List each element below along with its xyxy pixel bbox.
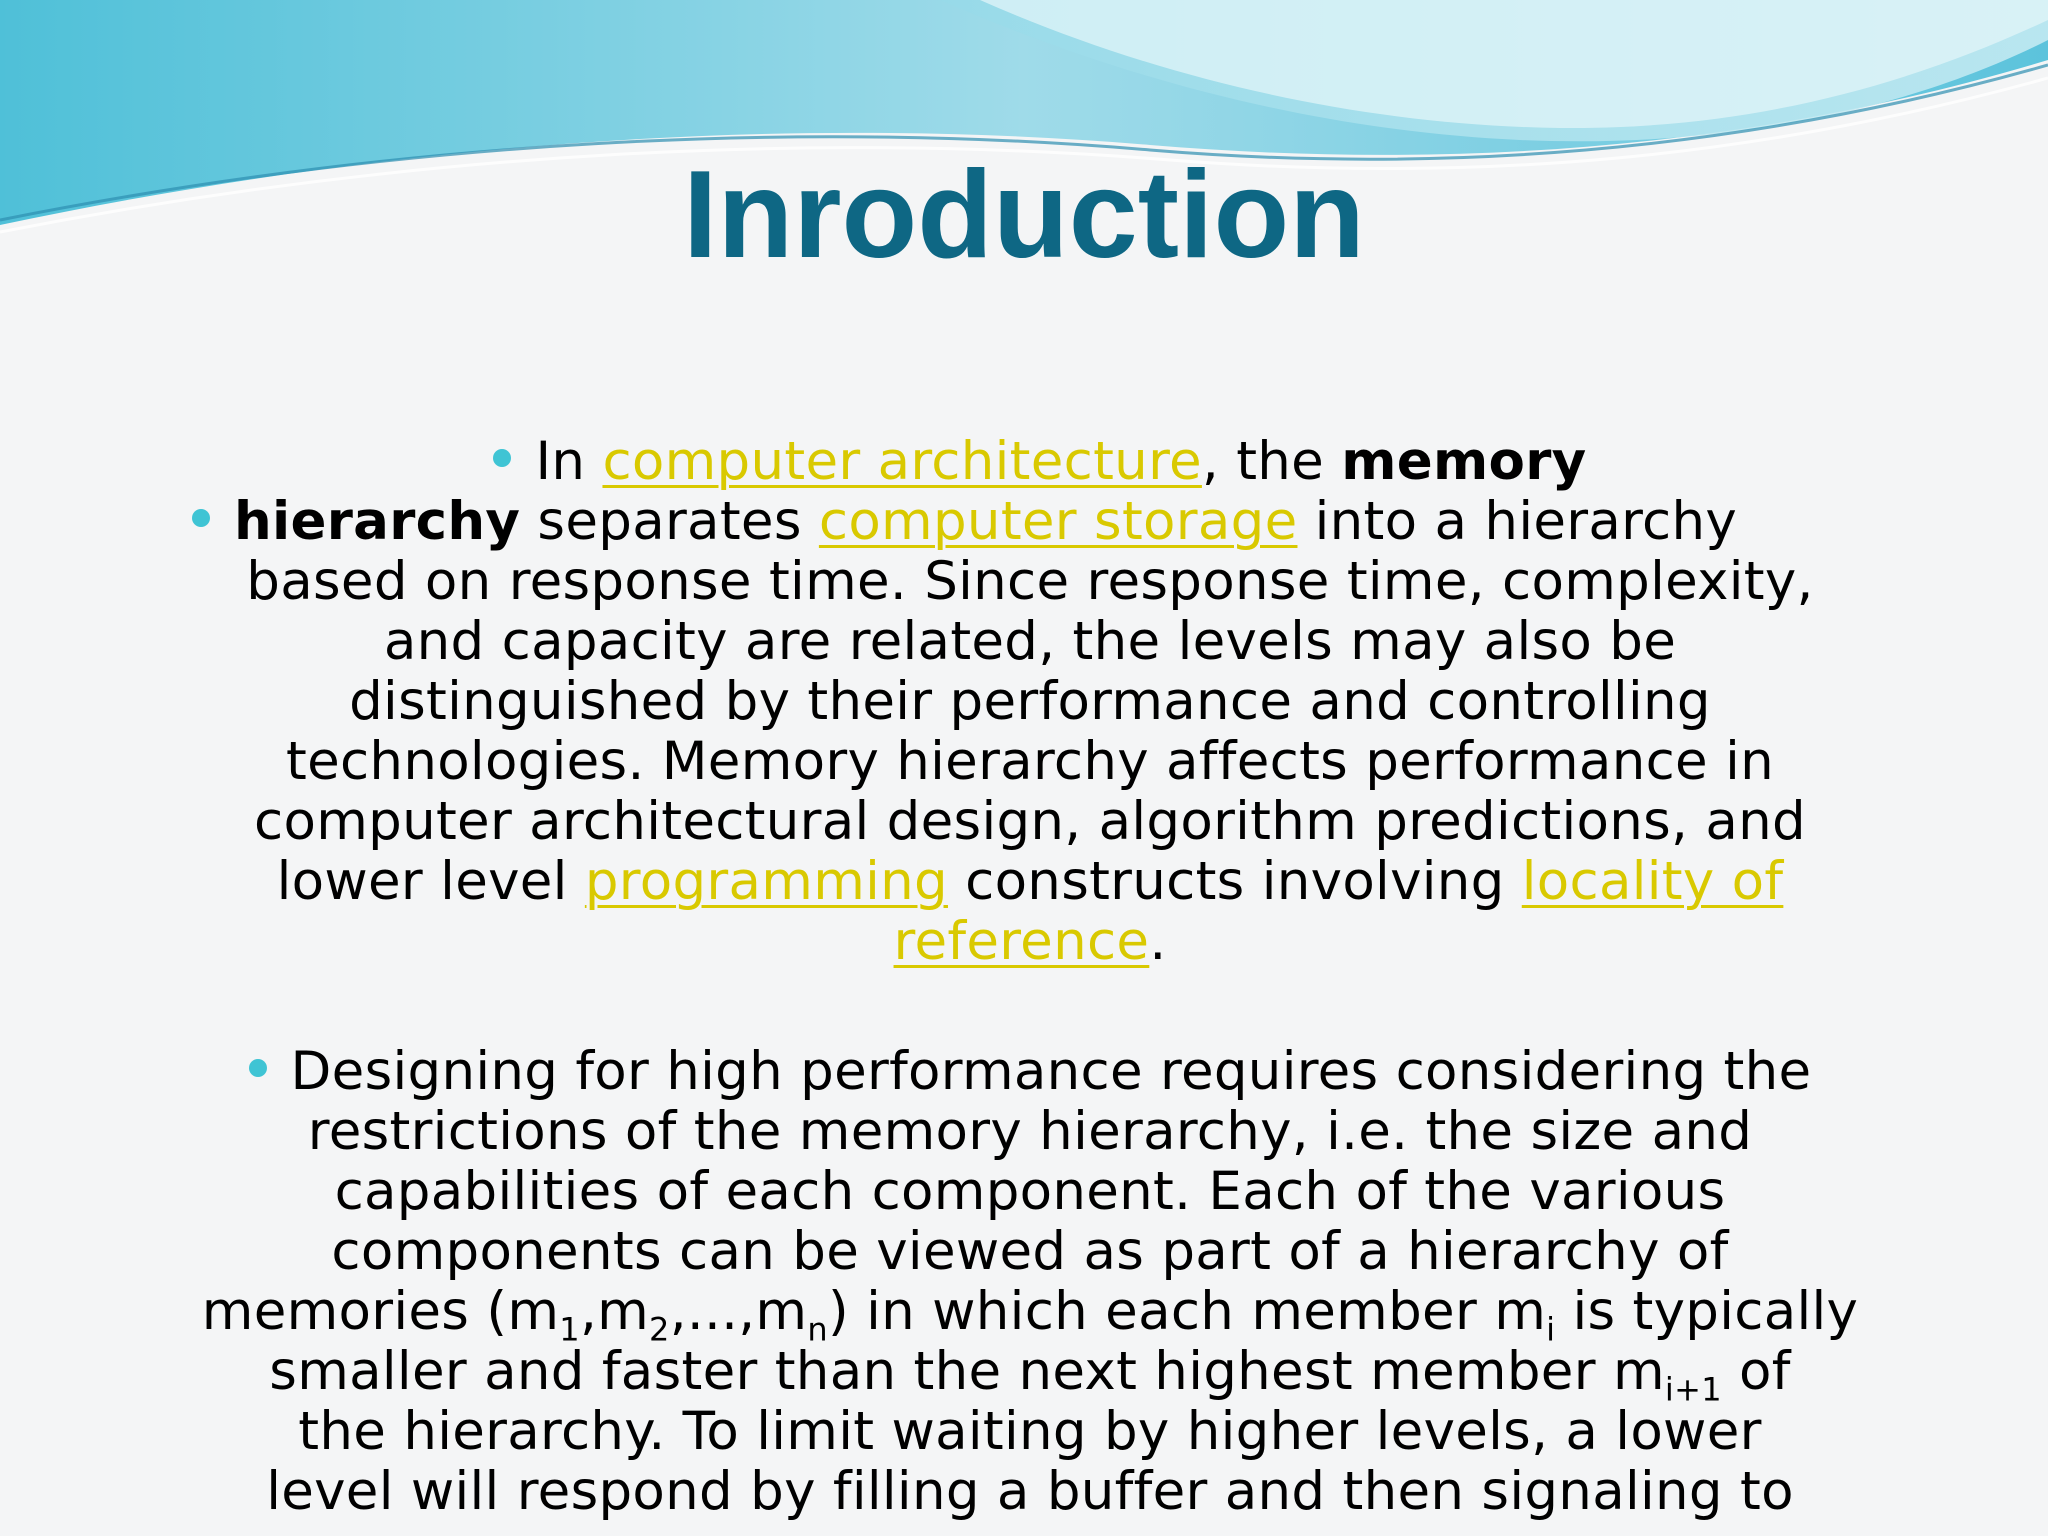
link-computer-architecture[interactable]: computer architecture xyxy=(602,431,1202,492)
p1-line-3: based on response time. Since response time, complexity, xyxy=(246,551,1814,612)
p1-line-7: computer architectural design, algorithm predictions, and xyxy=(254,791,1806,852)
bullet-icon xyxy=(192,509,210,527)
p2-line-3: capabilities of each component. Each of the various xyxy=(334,1161,1726,1222)
p1-line-1: In computer architecture, the memory xyxy=(150,432,1910,492)
p1-line-9: reference. xyxy=(893,911,1167,972)
bullet-icon xyxy=(249,1059,267,1077)
link-reference[interactable]: reference xyxy=(893,911,1150,972)
p1-line-5: distinguished by their performance and controlling xyxy=(349,671,1711,732)
p2-line-7: the hierarchy. To limit waiting by higher levels, a lower xyxy=(298,1401,1762,1462)
link-computer-storage[interactable]: computer storage xyxy=(818,491,1298,552)
slide-title: Inroduction xyxy=(683,146,1365,284)
p1-line-4: and capacity are related, the levels may also be xyxy=(383,611,1677,672)
p1-line-8: lower level programming constructs involving locality of xyxy=(276,851,1784,912)
p2-line-6: smaller and faster than the next highest member $m_{i+1}$ of xyxy=(269,1341,1791,1409)
p2-line-4: components can be viewed as part of a hierarchy of xyxy=(331,1221,1729,1282)
p2-line-1: Designing for high performance requires considering the xyxy=(150,1042,1910,1102)
p2-line-2: restrictions of the memory hierarchy, i.e. the size and xyxy=(307,1101,1753,1162)
bullet-icon xyxy=(493,449,511,467)
p2-line-5: memories $(m_1,m_2,...,m_n)$ in which each member $m_i$ is typically xyxy=(201,1281,1859,1349)
p1-line-6: technologies. Memory hierarchy affects performance in xyxy=(286,731,1774,792)
link-locality-of-reference[interactable]: locality of xyxy=(1521,851,1784,912)
slide-body xyxy=(150,432,1910,1522)
p1-line-2: hierarchy separates computer storage into a hierarchy xyxy=(150,492,1910,552)
link-programming[interactable]: programming xyxy=(584,851,948,912)
p2-line-8: level will respond by filling a buffer and then signaling to xyxy=(266,1461,1794,1522)
